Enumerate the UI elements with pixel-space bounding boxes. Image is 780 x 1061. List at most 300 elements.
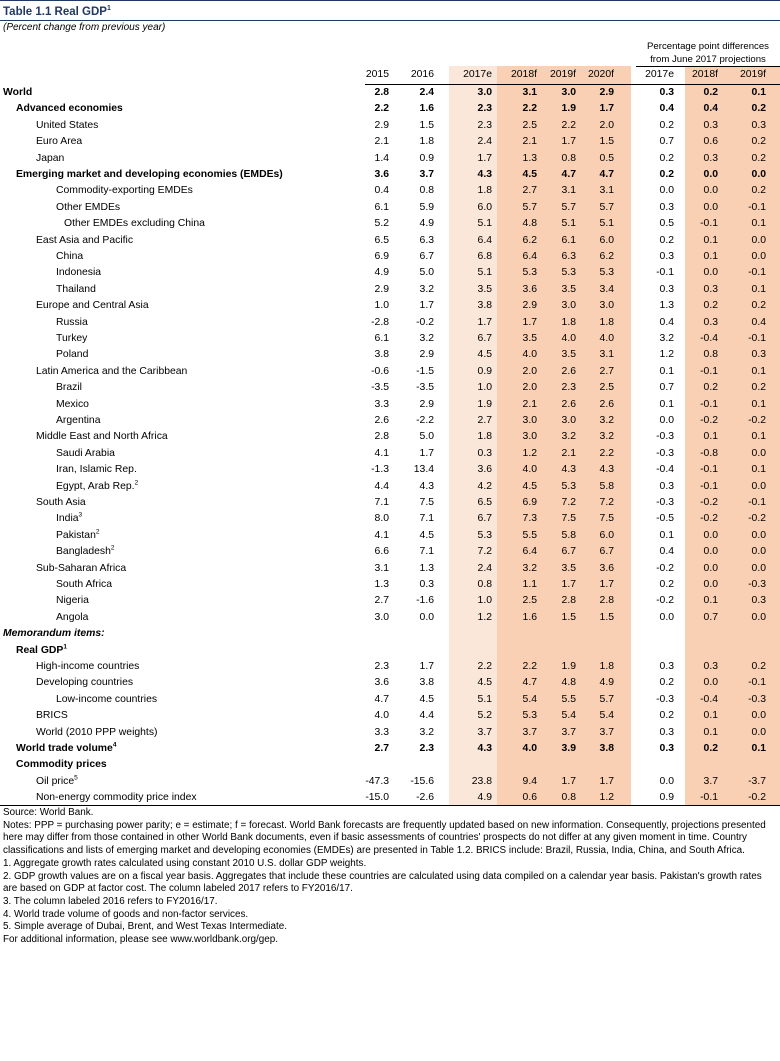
table-cell: 4.8 <box>561 677 576 689</box>
table-cell: 2.6 <box>561 365 576 377</box>
row-label: Mexico <box>56 398 89 410</box>
row-label: Latin America and the Caribbean <box>36 365 188 377</box>
table-cell: 6.7 <box>599 546 614 558</box>
table-cell: 0.0 <box>703 546 718 558</box>
table-cell: 0.4 <box>659 103 674 115</box>
table-cell: 0.0 <box>419 611 434 623</box>
table-cell: 4.1 <box>374 529 389 541</box>
table-cell: 1.3 <box>522 152 537 164</box>
table-cell: -0.2 <box>748 792 766 804</box>
table-cell: 1.7 <box>561 136 576 148</box>
table-cell: 3.4 <box>599 283 614 295</box>
table-cell: 2.7 <box>477 415 492 426</box>
table-cell: 0.3 <box>703 119 718 131</box>
note-line: Notes: PPP = purchasing power parity; e = estimate; f = forecast. World Bank forecasts are frequently updated based on new information. Consequently, projections presented here may differ from those contained in other World Bank documents, even if basic assessments of countries' prospects do not differ at any given moment in time. Country classifications and lists of emerging market and developing economies (EMDEs) are presented in Table 1.2. BRICS include: Brazil, Russia, India, China, and South Africa. <box>3 819 766 857</box>
table-cell: 4.7 <box>522 677 537 689</box>
table-row <box>0 528 780 544</box>
table-row <box>0 265 780 281</box>
table-cell: 0.1 <box>751 743 766 754</box>
table-cell: 2.6 <box>374 415 389 426</box>
table-cell: 0.1 <box>751 218 766 230</box>
table-cell: 4.0 <box>522 349 537 361</box>
table-cell: -1.6 <box>416 595 434 607</box>
title-bar <box>0 0 780 21</box>
table-cell: 2.6 <box>599 398 614 410</box>
table-row <box>0 479 780 495</box>
table-cell: -0.4 <box>656 464 674 476</box>
table-cell: 2.7 <box>374 595 389 607</box>
table-cell: 0.2 <box>751 103 766 115</box>
note-line: 4. World trade volume of goods and non-factor services. <box>3 908 249 920</box>
row-label: Commodity prices <box>16 759 107 771</box>
table-cell: 7.3 <box>522 513 537 525</box>
table-cell: 4.3 <box>477 743 492 754</box>
table-cell: 6.1 <box>374 333 389 344</box>
row-label: East Asia and Pacific <box>36 234 134 246</box>
table-cell: 1.5 <box>561 611 576 623</box>
table-cell: 1.8 <box>599 316 614 328</box>
table-cell: 2.2 <box>477 661 492 672</box>
row-label: Middle East and North Africa <box>36 431 168 443</box>
row-label: Commodity-exporting EMDEs <box>56 185 193 197</box>
table-cell: 0.3 <box>659 201 674 213</box>
table-cell: 2.2 <box>599 447 614 459</box>
table-cell: 6.0 <box>599 234 614 246</box>
table-row <box>0 118 780 134</box>
table-cell: 2.7 <box>374 743 389 754</box>
table-cell: 0.0 <box>751 562 766 574</box>
table-cell: 5.5 <box>561 693 576 705</box>
table-cell: -0.4 <box>700 333 718 344</box>
row-label: High-income countries <box>36 661 140 672</box>
table-cell: 2.9 <box>374 119 389 131</box>
table-cell: 0.2 <box>659 169 674 180</box>
table-cell: 1.8 <box>477 185 492 197</box>
table-cell: 3.2 <box>419 726 434 738</box>
table-cell: 0.9 <box>477 365 492 377</box>
table-cell: 3.3 <box>374 726 389 738</box>
table-cell: -2.8 <box>371 316 389 328</box>
table-cell: 0.0 <box>751 234 766 246</box>
table-cell: 2.9 <box>419 349 434 361</box>
table-cell: 6.4 <box>522 251 537 262</box>
table-cell: 4.9 <box>599 677 614 689</box>
row-label: Iran, Islamic Rep. <box>56 464 137 476</box>
table-cell: 6.0 <box>477 201 492 213</box>
table-row <box>0 643 780 659</box>
table-cell: 6.2 <box>522 234 537 246</box>
table-cell: 5.0 <box>419 431 434 443</box>
table-cell: 0.0 <box>751 726 766 738</box>
table-cell: 1.2 <box>599 792 614 804</box>
table-cell: 1.7 <box>419 447 434 459</box>
table-cell: 0.0 <box>751 611 766 623</box>
table-cell: 3.5 <box>522 333 537 344</box>
table-cell: 3.7 <box>522 726 537 738</box>
table-cell: 0.1 <box>751 431 766 443</box>
table-cell: 3.0 <box>522 431 537 443</box>
table-cell: 3.6 <box>374 169 389 180</box>
table-cell: 0.0 <box>751 447 766 459</box>
table-cell: 3.2 <box>419 283 434 295</box>
table-cell: 1.6 <box>419 103 434 115</box>
row-label: Other EMDEs excluding China <box>64 218 205 230</box>
table-cell: 0.2 <box>703 743 718 754</box>
table-cell: 5.3 <box>599 267 614 279</box>
table-row <box>0 659 780 675</box>
table-cell: 3.2 <box>561 431 576 443</box>
table-cell: -0.2 <box>656 595 674 607</box>
table-cell: 6.2 <box>599 251 614 262</box>
table-row <box>0 216 780 232</box>
table-cell: 0.6 <box>522 792 537 804</box>
table-cell: 4.5 <box>477 349 492 361</box>
table-cell: 2.0 <box>522 382 537 394</box>
table-cell: -0.2 <box>748 415 766 426</box>
table-cell: 3.0 <box>599 300 614 312</box>
table-cell: 4.7 <box>599 169 614 180</box>
row-label: Russia <box>56 316 88 328</box>
table-cell: 3.2 <box>599 431 614 443</box>
table-cell: -2.2 <box>416 415 434 426</box>
table-cell: 6.8 <box>477 251 492 262</box>
column-header: 2017e <box>463 69 492 80</box>
table-cell: 2.3 <box>561 382 576 394</box>
table-cell: 1.0 <box>374 300 389 312</box>
table-cell: 7.1 <box>419 546 434 558</box>
table-cell: 0.0 <box>703 201 718 213</box>
table-cell: 6.1 <box>374 201 389 213</box>
table-cell: 0.9 <box>419 152 434 164</box>
row-label: Brazil <box>56 382 82 394</box>
table-cell: -47.3 <box>365 775 389 787</box>
table-row <box>0 101 780 117</box>
table-cell: 3.2 <box>419 333 434 344</box>
table-cell: 2.8 <box>374 87 389 98</box>
table-cell: 0.2 <box>703 300 718 312</box>
footnote-marker: 2 <box>134 479 139 487</box>
table-cell: 3.6 <box>599 562 614 574</box>
table-cell: 0.1 <box>751 87 766 98</box>
table-cell: 3.7 <box>419 169 434 180</box>
table-cell: 5.3 <box>561 267 576 279</box>
table-cell: 0.3 <box>751 349 766 361</box>
table-cell: 4.3 <box>477 169 492 180</box>
table-cell: 1.5 <box>599 136 614 148</box>
table-cell: 0.0 <box>703 579 718 590</box>
table-cell: 2.3 <box>477 103 492 115</box>
table-cell: 0.2 <box>751 136 766 148</box>
table-cell: 0.1 <box>659 398 674 410</box>
table-cell: -0.3 <box>656 497 674 508</box>
table-cell: 0.1 <box>703 726 718 738</box>
table-cell: 3.1 <box>561 185 576 197</box>
row-label: Memorandum items: <box>3 628 105 640</box>
table-cell: 4.4 <box>374 480 389 492</box>
table-cell: 4.3 <box>419 480 434 492</box>
table-cell: -0.3 <box>656 431 674 443</box>
table-cell: -0.1 <box>748 267 766 279</box>
pp-header-rule <box>636 66 780 67</box>
row-label: Developing countries <box>36 677 134 689</box>
table-cell: 3.2 <box>522 562 537 574</box>
table-row <box>0 544 780 560</box>
table-cell: 0.7 <box>703 611 718 623</box>
table-cell: 6.7 <box>477 513 492 525</box>
table-row <box>0 561 780 577</box>
table-cell: 0.1 <box>751 464 766 476</box>
table-cell: 2.3 <box>374 661 389 672</box>
table-cell: 1.0 <box>477 595 492 607</box>
table-cell: -0.3 <box>748 579 766 590</box>
table-cell: 1.7 <box>419 661 434 672</box>
table-cell: -0.2 <box>700 497 718 508</box>
table-cell: -0.3 <box>656 693 674 705</box>
table-cell: 6.3 <box>561 251 576 262</box>
table-cell: 7.1 <box>419 513 434 525</box>
table-cell: 0.1 <box>703 431 718 443</box>
row-label: Low-income countries <box>56 693 158 705</box>
table-cell: 2.3 <box>477 119 492 131</box>
table-cell: 3.0 <box>477 87 492 98</box>
table-cell: -0.1 <box>748 333 766 344</box>
table-row <box>0 85 780 101</box>
table-cell: 3.7 <box>477 726 492 738</box>
table-row <box>0 790 780 806</box>
row-label: BRICS <box>36 710 68 722</box>
row-label: Advanced economies <box>16 103 123 115</box>
table-cell: -1.5 <box>416 365 434 377</box>
table-cell: 4.5 <box>522 480 537 492</box>
table-row <box>0 774 780 790</box>
table-cell: 1.2 <box>477 611 492 623</box>
table-cell: -2.6 <box>416 792 434 804</box>
table-cell: 0.3 <box>659 283 674 295</box>
table-cell: 3.5 <box>561 283 576 295</box>
row-label: Thailand <box>56 283 96 295</box>
table-cell: 0.0 <box>703 267 718 279</box>
table-cell: 6.4 <box>477 234 492 246</box>
table-cell: 6.7 <box>477 333 492 344</box>
table-row <box>0 331 780 347</box>
row-label: Sub-Saharan Africa <box>36 562 127 574</box>
table-cell: 0.8 <box>477 579 492 590</box>
table-cell: 0.0 <box>659 415 674 426</box>
table-cell: -0.3 <box>748 693 766 705</box>
column-header: 2015 <box>365 69 389 80</box>
table-cell: 5.1 <box>477 267 492 279</box>
table-cell: 0.2 <box>659 579 674 590</box>
table-cell: 3.0 <box>561 300 576 312</box>
table-cell: 4.9 <box>477 792 492 804</box>
table-cell: 6.4 <box>522 546 537 558</box>
table-cell: 1.7 <box>599 103 614 115</box>
table-cell: 7.5 <box>419 497 434 508</box>
table-row <box>0 298 780 314</box>
table-cell: -0.1 <box>700 365 718 377</box>
table-cell: 8.0 <box>374 513 389 525</box>
table-cell: 9.4 <box>522 775 537 787</box>
table-cell: 0.3 <box>751 595 766 607</box>
table-cell: 0.2 <box>751 382 766 394</box>
footnote-marker: 5 <box>74 774 78 782</box>
table-row <box>0 200 780 216</box>
column-header: 2016 <box>410 69 434 80</box>
table-row <box>0 315 780 331</box>
table-row <box>0 151 780 167</box>
table-cell: 0.1 <box>703 251 718 262</box>
table-cell: 3.5 <box>477 283 492 295</box>
table-cell: 1.3 <box>374 579 389 590</box>
table-cell: 2.5 <box>522 119 537 131</box>
row-label: Japan <box>36 152 65 164</box>
table-cell: 5.8 <box>599 480 614 492</box>
row-label: Europe and Central Asia <box>36 300 149 312</box>
footnote-marker: 1 <box>63 643 67 651</box>
table-cell: 5.8 <box>561 529 576 541</box>
table-row <box>0 708 780 724</box>
table-cell: 0.3 <box>703 283 718 295</box>
table-cell: 7.5 <box>599 513 614 525</box>
table-cell: 6.5 <box>477 497 492 508</box>
table-row <box>0 626 780 642</box>
table-cell: 2.1 <box>522 398 537 410</box>
table-row <box>0 495 780 511</box>
table-cell: 3.0 <box>561 415 576 426</box>
table-cell: 1.7 <box>477 316 492 328</box>
footnote-marker: 3 <box>78 511 83 519</box>
table-cell: 2.2 <box>522 661 537 672</box>
row-label: Bangladesh$^2$ <box>56 544 115 558</box>
table-cell: 5.3 <box>561 480 576 492</box>
table-cell: 7.5 <box>561 513 576 525</box>
table-cell: 1.3 <box>419 562 434 574</box>
table-cell: 6.9 <box>522 497 537 508</box>
table-cell: -0.3 <box>656 447 674 459</box>
note-line: For additional information, please see www.worldbank.org/gep. <box>3 934 279 946</box>
table-cell: -0.1 <box>748 677 766 689</box>
table-cell: 0.3 <box>703 316 718 328</box>
row-label: Indonesia <box>56 267 102 279</box>
row-label: Saudi Arabia <box>56 447 115 459</box>
table-cell: 0.3 <box>659 661 674 672</box>
table-cell: 0.2 <box>659 677 674 689</box>
table-row <box>0 347 780 363</box>
table-cell: 13.4 <box>413 464 434 476</box>
table-cell: 2.4 <box>419 87 434 98</box>
table-cell: 3.1 <box>374 562 389 574</box>
table-cell: -0.5 <box>656 513 674 525</box>
table-cell: 0.4 <box>659 546 674 558</box>
table-cell: -0.6 <box>371 365 389 377</box>
table-cell: 0.2 <box>659 152 674 164</box>
table-cell: 1.7 <box>561 775 576 787</box>
table-row <box>0 249 780 265</box>
table-cell: 0.1 <box>751 365 766 377</box>
row-label: Poland <box>56 349 89 361</box>
table-cell: 4.0 <box>374 710 389 722</box>
table-cell: 0.2 <box>659 119 674 131</box>
table-cell: 6.7 <box>561 546 576 558</box>
table-cell: 2.4 <box>477 562 492 574</box>
table-cell: 0.1 <box>751 283 766 295</box>
table-cell: 4.7 <box>374 693 389 705</box>
table-cell: 5.3 <box>477 529 492 541</box>
row-label: Other EMDEs <box>56 201 121 213</box>
table-row <box>0 610 780 626</box>
table-cell: 0.3 <box>659 87 674 98</box>
table-row <box>0 429 780 445</box>
table-cell: 1.7 <box>419 300 434 312</box>
table-cell: 0.8 <box>561 152 576 164</box>
table-cell: 1.7 <box>561 579 576 590</box>
table-cell: 5.9 <box>419 201 434 213</box>
table-cell: -0.2 <box>656 562 674 574</box>
table-cell: 4.9 <box>374 267 389 279</box>
table-cell: 2.8 <box>374 431 389 443</box>
table-cell: -0.8 <box>700 447 718 459</box>
table-cell: 3.5 <box>561 349 576 361</box>
table-subtitle: (Percent change from previous year) <box>3 22 166 33</box>
table-cell: 3.2 <box>599 415 614 426</box>
table-cell: 7.2 <box>477 546 492 558</box>
table-cell: 0.0 <box>751 480 766 492</box>
table-row <box>0 511 780 527</box>
table-cell: 3.8 <box>599 743 614 754</box>
table-cell: -0.1 <box>700 398 718 410</box>
table-cell: 2.1 <box>522 136 537 148</box>
row-label: Non-energy commodity price index <box>36 792 197 804</box>
note-line: 2. GDP growth values are on a fiscal year basis. Aggregates that include these countries are calculated using data compiled on a calendar year basis. Pakistan's growth rates are based on GDP at factor cost. The column labeled 2017 refers to FY2016/17. <box>3 870 762 895</box>
row-label: World trade volume$^4$ <box>16 741 117 754</box>
table-cell: 6.6 <box>374 546 389 558</box>
table-cell: 0.9 <box>659 792 674 804</box>
table-cell: 2.3 <box>419 743 434 754</box>
table-cell: 1.8 <box>477 431 492 443</box>
table-cell: 4.0 <box>599 333 614 344</box>
table-cell: 2.0 <box>522 365 537 377</box>
row-label: Oil price$^5$ <box>36 774 78 787</box>
table-cell: -0.1 <box>700 218 718 230</box>
table-cell: 2.7 <box>599 365 614 377</box>
footnote-marker: 2 <box>110 544 115 552</box>
table-cell: 0.4 <box>659 316 674 328</box>
table-cell: 0.6 <box>703 136 718 148</box>
table-cell: 6.3 <box>419 234 434 246</box>
table-row <box>0 692 780 708</box>
row-label: World <box>3 87 33 98</box>
table-cell: 1.3 <box>659 300 674 312</box>
table-row <box>0 446 780 462</box>
table-cell: 0.2 <box>703 87 718 98</box>
table-cell: 1.2 <box>522 447 537 459</box>
table-cell: 5.2 <box>374 218 389 230</box>
note-line: 5. Simple average of Dubai, Brent, and West Texas Intermediate. <box>3 921 287 933</box>
table-cell: 2.8 <box>561 595 576 607</box>
table-cell: 0.0 <box>751 251 766 262</box>
table-cell: 1.0 <box>477 382 492 394</box>
table-cell: 2.4 <box>477 136 492 148</box>
table-cell: 0.2 <box>659 710 674 722</box>
table-cell: 4.3 <box>561 464 576 476</box>
table-cell: -0.2 <box>748 513 766 525</box>
table-cell: 0.4 <box>374 185 389 197</box>
row-label: Argentina <box>56 415 101 426</box>
row-label: United States <box>36 119 99 131</box>
table-cell: 0.0 <box>703 529 718 541</box>
table-cell: 5.1 <box>599 218 614 230</box>
row-label: Angola <box>56 611 89 623</box>
